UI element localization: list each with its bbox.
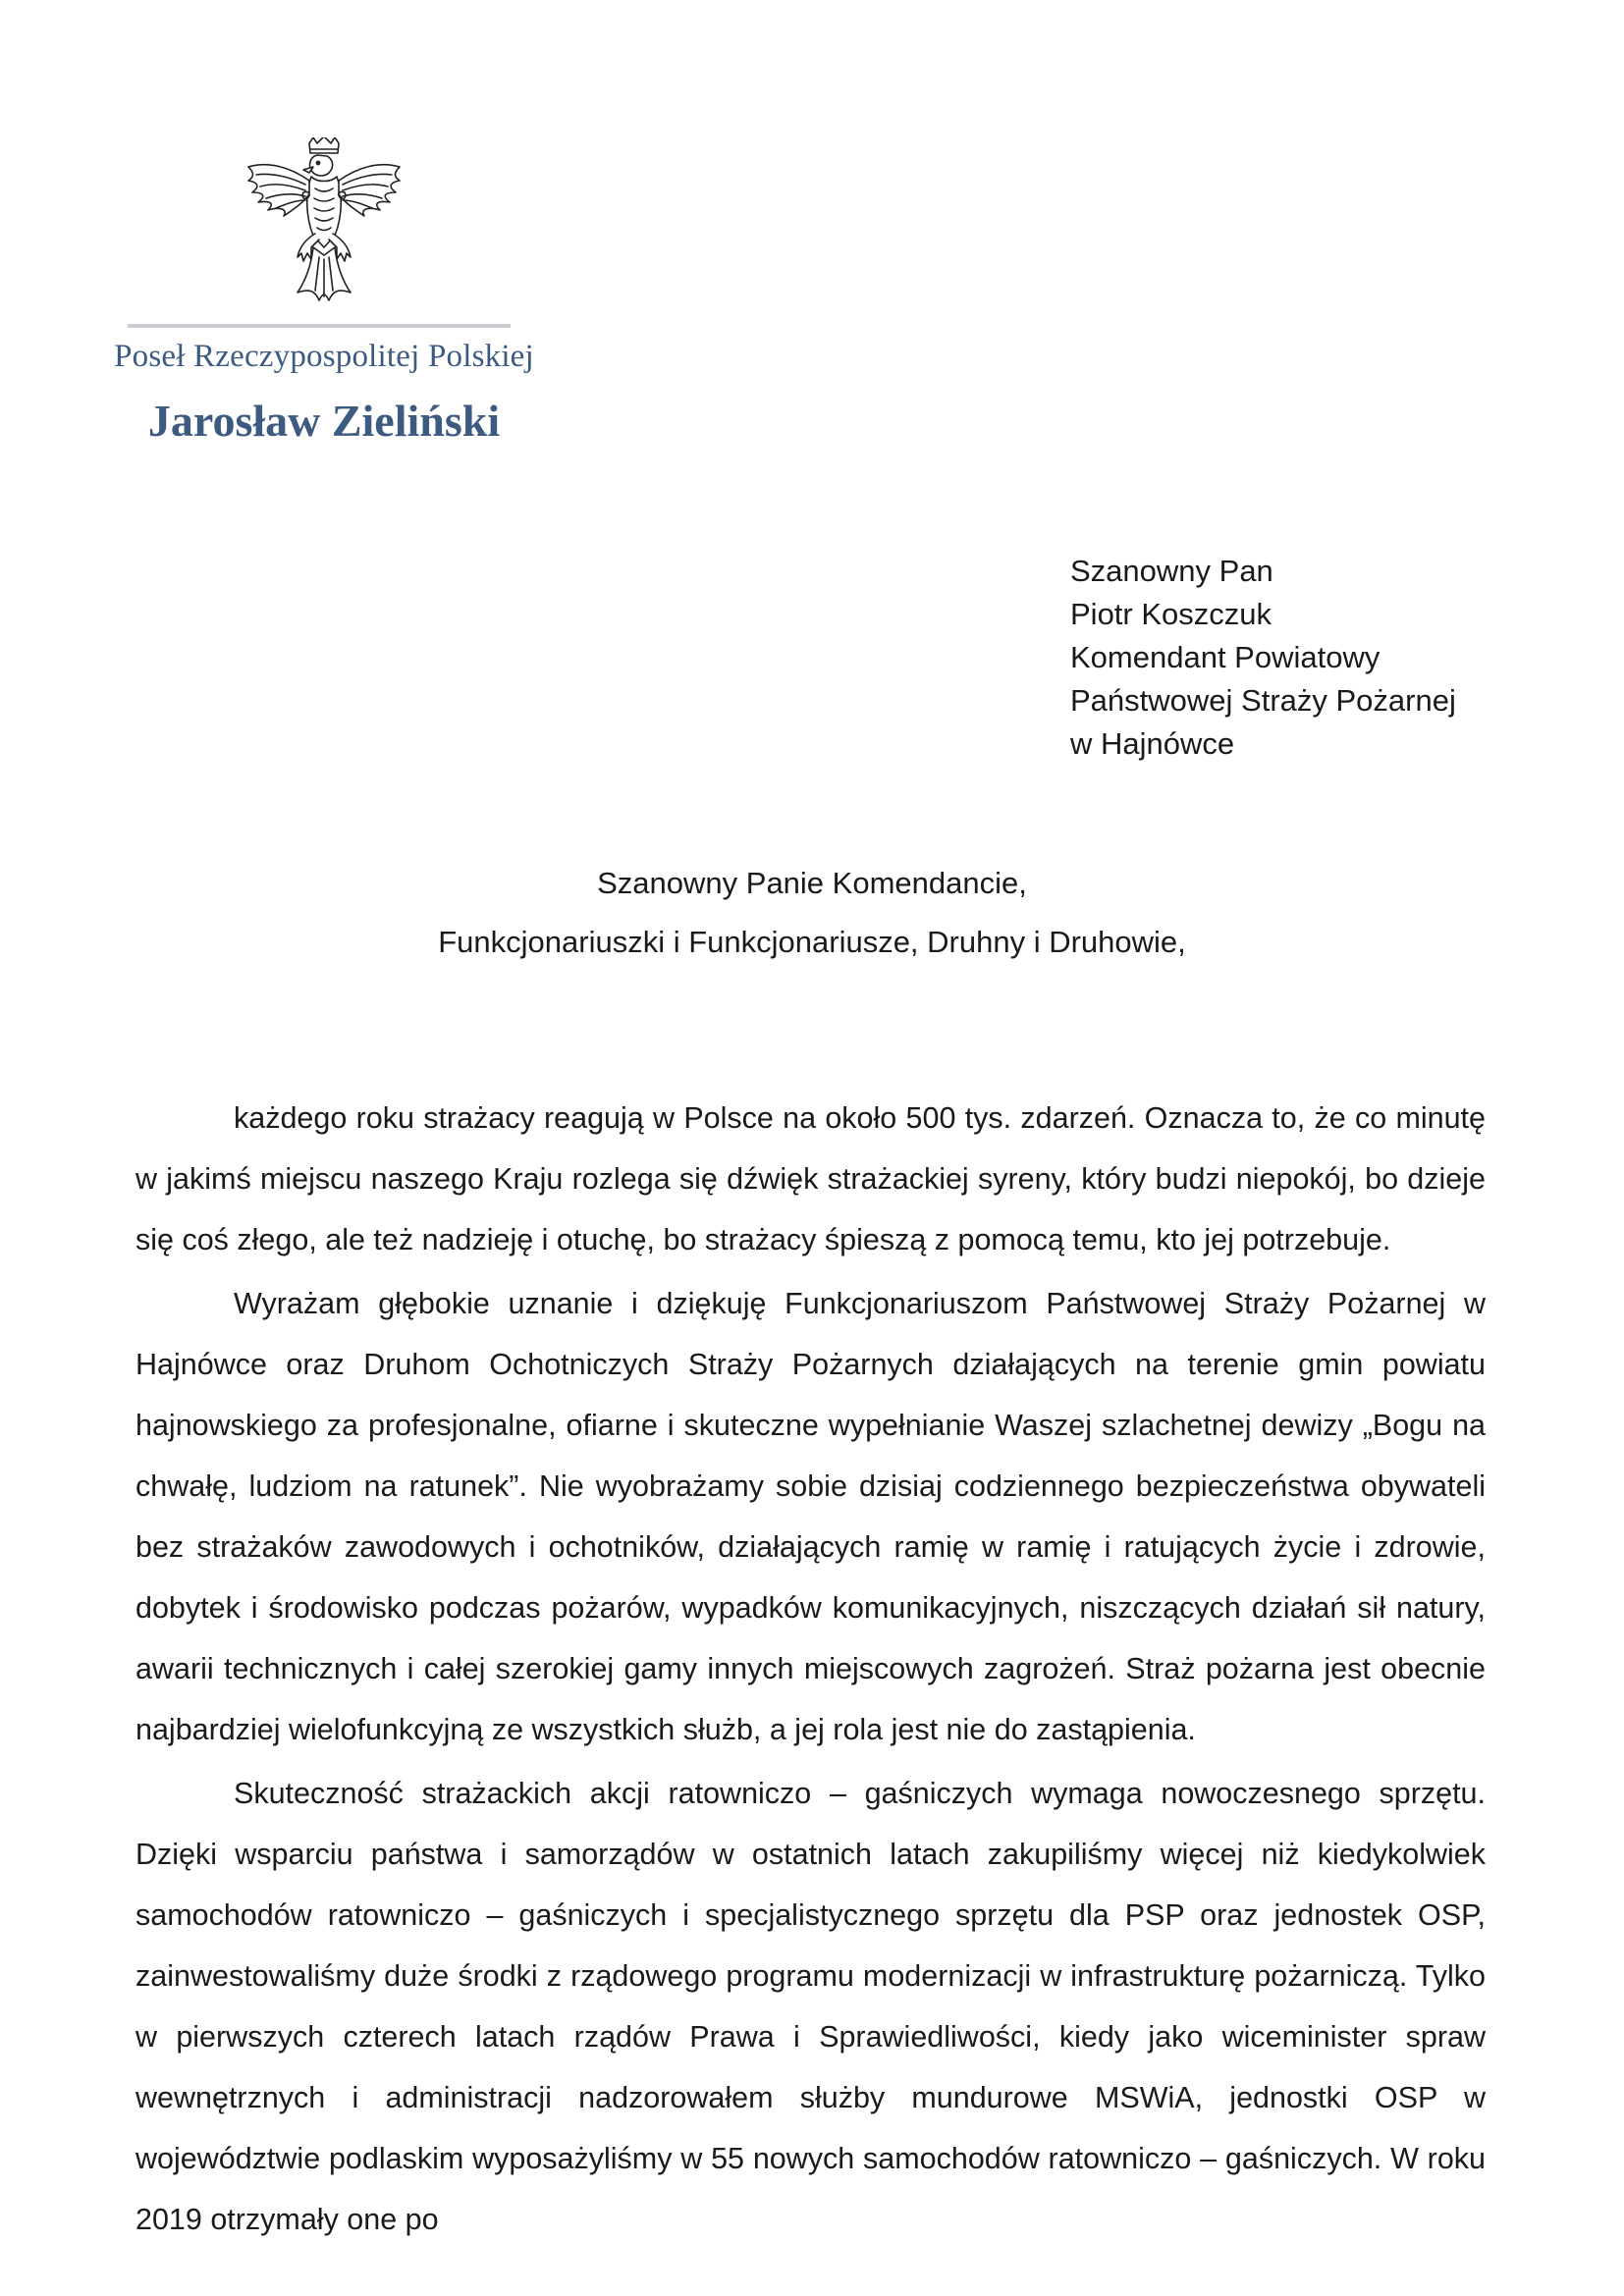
salutation-line-1: Szanowny Panie Komendancie,: [597, 866, 1027, 900]
letterhead-divider: [128, 324, 511, 328]
salutation-line-2: Funkcjonariuszki i Funkcjonariusze, Druhny i Druhowie,: [438, 925, 1186, 959]
letter-body: [135, 1088, 1486, 2253]
addressee-line: w Hajnówce: [1070, 726, 1235, 761]
addressee-line: Piotr Koszczuk: [1070, 597, 1272, 631]
salutation: [0, 854, 1624, 972]
office-title: Poseł Rzeczypospolitej Polskiej: [114, 339, 534, 374]
body-paragraph: każdego roku strażacy reagują w Polsce na około 500 tys. zdarzeń. Oznacza to, że co minutę w jakimś miejscu naszego Kraju rozlega się dźwięk strażackiej syreny, który budzi niepokój, bo dzieje się coś złego, ale też nadzieję i otuchę, bo strażacy śpieszą z pomocą temu, kto jej potrzebuje.: [135, 1101, 1486, 1256]
body-paragraph: Wyrażam głębokie uznanie i dziękuję Funkcjonariuszom Państwowej Straży Pożarnej w Hajnówce oraz Druhom Ochotniczych Straży Pożarnych działających na terenie gmin powiatu hajnowskiego za profesjonalne, ofiarne i skuteczne wypełnianie Waszej szlachetnej dewizy „Bogu na chwałę, ludziom na ratunek”. Nie wyobrażamy sobie dzisiaj codziennego bezpieczeństwa obywateli bez strażaków zawodowych i ochotników, działających ramię w ramię i ratujących życie i zdrowie, dobytek i środowisko podczas pożarów, wypadków komunikacyjnych, niszczących działań sił natury, awarii technicznych i całej szerokiej gamy innych miejscowych zagrożeń. Straż pożarna jest obecnie najbardziej wielofunkcyjną ze wszystkich służb, a jej rola jest nie do zastąpienia.: [135, 1287, 1486, 1746]
body-paragraph: Skuteczność strażackich akcji ratowniczo – gaśniczych wymaga nowoczesnego sprzętu. Dzięki wsparciu państwa i samorządów w ostatnich latach zakupiliśmy więcej niż kiedykolwiek samochodów ratowniczo – gaśniczych i specjalistycznego sprzętu dla PSP oraz jednostek OSP, zainwestowaliśmy duże środki z rządowego programu modernizacji w infrastrukturę pożarniczą. Tylko w pierwszych czterech latach rządów Prawa i Sprawiedliwości, kiedy jako wiceminister spraw wewnętrznych i administracji nadzorowałem służby mundurowe MSWiA, jednostki OSP w województwie podlaskim wyposażyliśmy w 55 nowych samochodów ratowniczo – gaśniczych. W roku 2019 otrzymały one po: [135, 1777, 1486, 2236]
polish-white-eagle-icon: [241, 137, 407, 309]
addressee-block: [1070, 550, 1581, 766]
addressee-line: Państwowej Straży Pożarnej: [1070, 683, 1456, 718]
deputy-name: Jarosław Zieliński: [147, 396, 501, 446]
addressee-line: Komendant Powiatowy: [1070, 640, 1380, 674]
addressee-line: Szanowny Pan: [1070, 554, 1273, 588]
